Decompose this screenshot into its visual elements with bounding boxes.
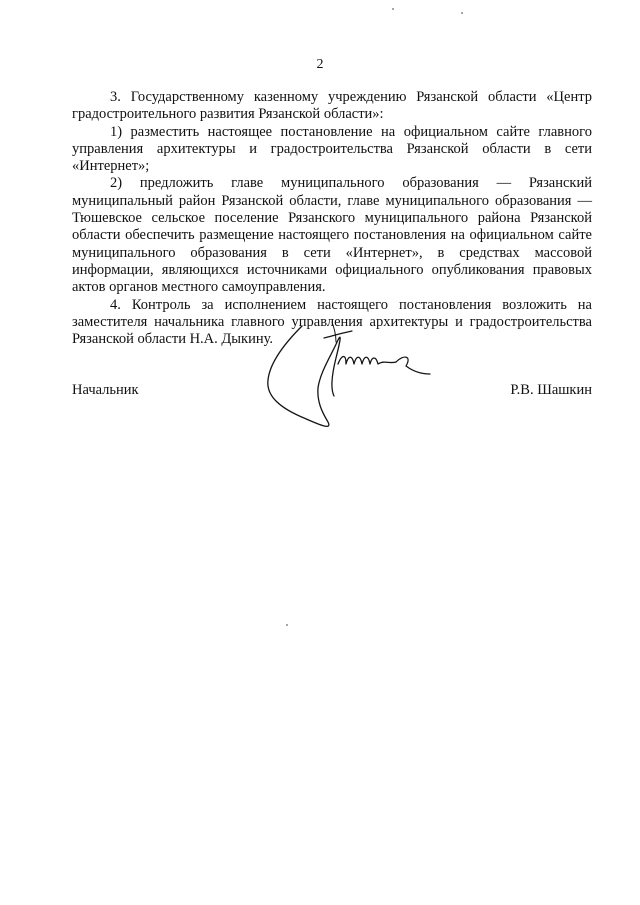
scan-speck xyxy=(286,624,288,626)
scan-speck xyxy=(392,8,394,10)
page-number: 2 xyxy=(316,57,324,72)
paragraph-subitem-2: 2) предложить главе муниципального образования — Рязанский муниципальный район Рязанской области, главе муниципального образования — Тюшевское сельское поселение Рязанского муниципального района Рязанской области обеспечить размещение настоящего постановления на официальном сайте муниципального образования в сети «Интернет», в средствах массовой информации, являющихся источниками официального опубликования правовых актов органов местного самоуправления. xyxy=(72,175,592,296)
paragraph-subitem-1: 1) разместить настоящее постановление на официальном сайте главного управления архитектуры и градостроительства Рязанской области в сети «Интернет»; xyxy=(72,123,592,175)
paragraph-item-4: 4. Контроль за исполнением настоящего постановления возложить на заместителя начальника главного управления архитектуры и градостроительства Рязанской области Н.А. Дыкину. xyxy=(72,296,592,348)
handwritten-signature xyxy=(262,318,432,438)
scan-speck xyxy=(461,12,463,14)
signatory-name: Р.В. Шашкин xyxy=(510,382,592,398)
document-body xyxy=(72,89,592,348)
paragraph-item-3: 3. Государственному казенному учреждению Рязанской области «Центр градостроительного развития Рязанской области»: xyxy=(72,89,592,123)
signatory-position: Начальник xyxy=(72,382,139,398)
